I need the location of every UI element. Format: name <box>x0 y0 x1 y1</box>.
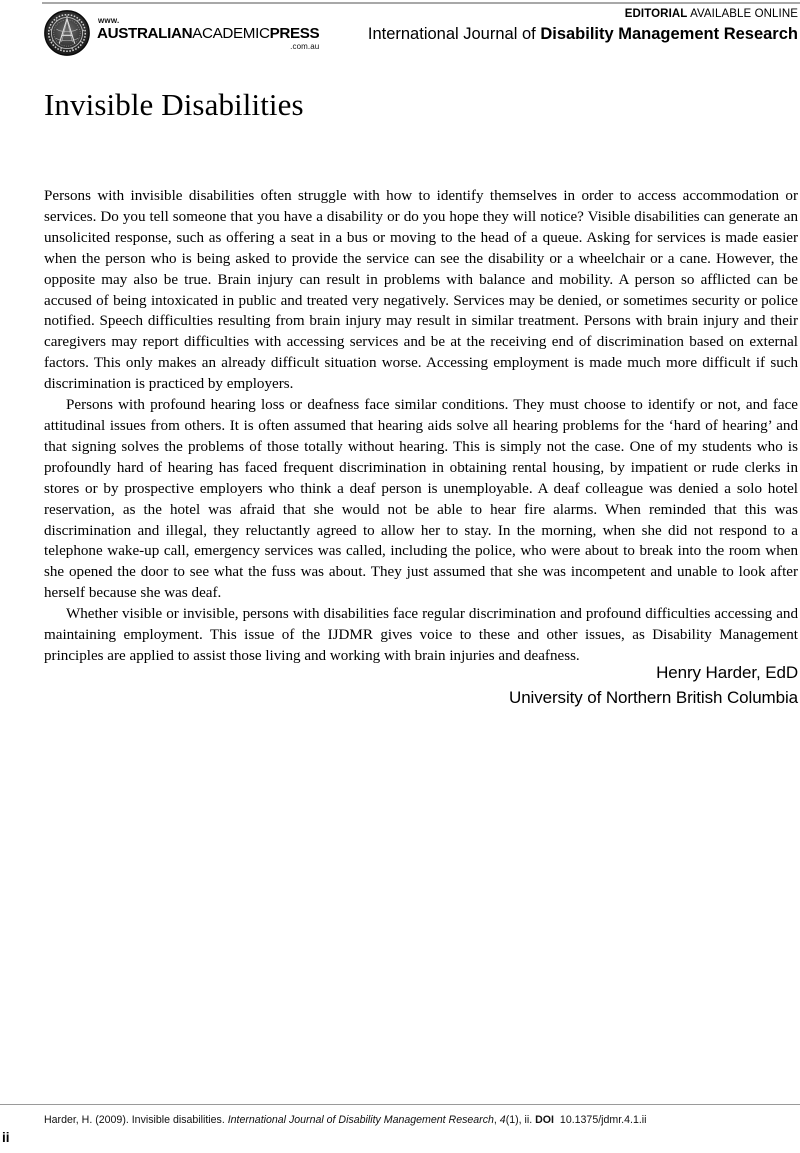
journal-title-prefix: International Journal of <box>367 24 541 43</box>
footer-rule <box>0 1104 800 1105</box>
publisher-name-academic: ACADEMIC <box>192 25 270 43</box>
journal-title-main: Disability Management Research <box>540 24 798 43</box>
footer-citation <box>44 1113 784 1127</box>
body-paragraph: Persons with invisible disabilities often struggle with how to identify themselves in order to access accommodation or services. Do you tell someone that you have a disability or do you hope they will notice? Visible disabilities can generate an unsolicited response, such as offering a seat in a bus or moving to the head of a queue. Asking for services is made easier when the person who is being asked to provide the service can see the disability or a wheelchair or a cane. However, the opposite may also be true. Brain injury can result in problems with balance and mobility. A person so afflicted can be accused of being intoxicated in public and treated very negatively. Services may be denied, or sometimes security or police notified. Speech difficulties resulting from brain injury may result in similar treatment. Persons with brain injury and their caregivers may report difficulties with accessing services and be at the receiving end of discrimination based on external factors. This only makes an already difficult situation worse. Accessing employment is made much more difficult if such discrimination is practiced by employers. <box>44 188 798 393</box>
journal-branding <box>368 8 798 44</box>
publisher-name <box>97 26 319 41</box>
page-title: Invisible Disabilities <box>44 87 304 122</box>
citation-prefix: Harder, H. (2009). Invisible disabilities. <box>44 1114 228 1126</box>
citation-volume: 4 <box>499 1114 506 1126</box>
editorial-kicker <box>368 8 798 22</box>
kicker-editorial-label: EDITORIAL <box>624 8 688 20</box>
citation-issue: (1), ii. <box>505 1114 536 1126</box>
publisher-name-press: PRESS <box>269 25 320 43</box>
body-paragraph: Whether visible or invisible, persons with disabilities face regular discrimination and profound difficulties accessing and maintaining employment. This issue of the IJDMR gives voice to these and other issues, as Disability Management principles are applied to assist those living and working with brain injuries and deafness. <box>44 606 798 664</box>
citation-journal-name: International Journal of Disability Management Research <box>227 1114 494 1126</box>
page-header <box>0 8 800 60</box>
body-paragraph: Persons with profound hearing loss or deafness face similar conditions. They must choose to identify or not, and face attitudinal issues from others. It is often assumed that hearing aids solve all hearing problems for the ‘hard of hearing’ and that signing solves the problems of those totally without hearing. This is simply not the case. One of my students who is profoundly hard of hearing has faced frequent discrimination in obtaining rental housing, by impatient or rude clerks in stores or by prospective employers who think a deaf person is unemployable. A deaf colleague was denied a solo hotel reservation, as the hotel was afraid that she would not be able to hear fire alarms. When reminded that this was discrimination and illegal, they reluctantly agreed to allow her to stay. In the morning, when she did not respond to a telephone wake-up call, emergency services was called, including the police, who were about to break into the room when she opened the door to see what the fuss was about. They just assumed that she was incompetent and unable to look after herself because she was deaf. <box>44 397 798 602</box>
publisher-www-label: www. <box>98 16 120 26</box>
citation-doi-value: 10.1375/jdmr.4.1.ii <box>559 1114 647 1126</box>
publisher-branding <box>44 10 319 56</box>
kicker-available-online-label: AVAILABLE ONLINE <box>687 8 798 20</box>
author-name: Henry Harder, EdD <box>656 663 798 682</box>
author-affiliation: University of Northern British Columbia <box>509 688 798 707</box>
australian-academic-press-medallion-icon <box>44 10 90 56</box>
article-body <box>44 186 798 667</box>
publisher-wordmark <box>97 17 319 50</box>
journal-title <box>368 25 798 44</box>
citation-volume-separator: , <box>493 1114 500 1126</box>
citation-doi-label: DOI <box>535 1114 554 1126</box>
publisher-name-australian: AUSTRALIAN <box>97 25 193 43</box>
page-number: ii <box>2 1130 10 1145</box>
publisher-domain-label: .com.au <box>290 41 320 51</box>
header-top-rule <box>42 2 800 4</box>
author-signature <box>198 660 798 710</box>
